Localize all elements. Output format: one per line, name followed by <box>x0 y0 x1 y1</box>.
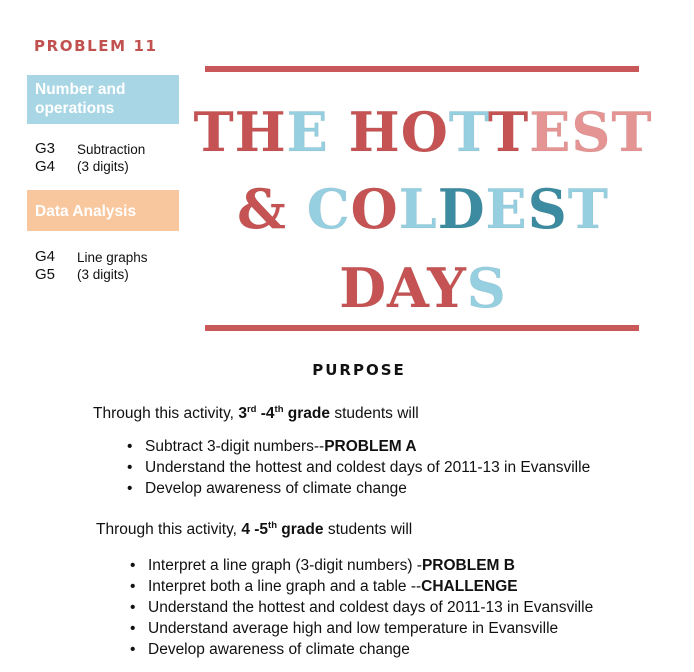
topic-line: (3 digits) <box>77 159 129 174</box>
title-rule-bottom <box>205 325 639 331</box>
problem-label: PROBLEM 11 <box>34 37 158 55</box>
purpose-list-item <box>130 555 593 576</box>
intro-ordinal: rd <box>246 404 257 415</box>
grade-label: G4 <box>35 158 56 175</box>
title-letter: S <box>466 256 507 320</box>
purpose-list-b <box>130 555 593 660</box>
title-letter: O <box>350 177 399 241</box>
list-item-text: Develop awareness of climate change <box>145 480 407 497</box>
title-letter: H <box>348 100 401 164</box>
title-letter: A <box>387 256 428 320</box>
title-letter <box>287 177 307 241</box>
intro-prefix: Through this activity, <box>93 405 239 423</box>
list-item-text: Interpret both a line graph and a table -- <box>148 578 422 595</box>
title-line-2 <box>190 179 656 239</box>
title-letter: S <box>571 100 612 164</box>
list-item-text: Understand the hottest and coldest days of 2011-13 in Evansville <box>148 599 594 616</box>
title-letter: E <box>529 100 572 164</box>
data-analysis-box: Data Analysis <box>27 190 179 231</box>
purpose-list-item <box>130 618 593 639</box>
title-letter <box>329 100 349 164</box>
list-item-text: Understand the hottest and coldest days of 2011-13 in Evansville <box>145 459 591 476</box>
intro-grade-number: 4 <box>241 521 250 539</box>
intro-ordinal: th <box>274 404 284 415</box>
list-item-text: Develop awareness of climate change <box>148 641 410 658</box>
purpose-list-item <box>127 436 590 457</box>
bullet-icon: • <box>127 459 133 476</box>
number-operations-box: Number and operations <box>27 75 179 124</box>
data-grades-row <box>35 248 148 284</box>
intro-grade-word: grade <box>283 405 331 423</box>
title-letter: O <box>400 100 449 164</box>
intro-prefix: Through this activity, <box>96 521 242 539</box>
grade-list <box>35 248 77 284</box>
intro-suffix: students will <box>330 405 419 423</box>
topic-line: Line graphs <box>77 250 148 265</box>
list-item-text: Subtract 3-digit numbers-- <box>145 438 325 455</box>
intro-suffix: students will <box>323 521 413 539</box>
title-letter: E <box>485 177 528 241</box>
title-letter: S <box>527 177 568 241</box>
title-letter: T <box>448 100 488 164</box>
topic-line: Subtraction <box>77 142 146 157</box>
grade-list <box>35 140 77 176</box>
intro-grade-3-4 <box>93 404 419 423</box>
intro-ordinal: th <box>268 520 277 531</box>
grade-label: G3 <box>35 140 56 157</box>
title-letter: L <box>398 177 438 241</box>
bullet-icon: • <box>130 578 136 595</box>
purpose-list-item <box>130 597 593 618</box>
title-line-3 <box>190 258 656 318</box>
title-letter: T <box>193 100 235 164</box>
list-item-text: Understand average high and low temperature in Evansville <box>148 620 559 637</box>
title-letter: Y <box>427 256 467 320</box>
topic-label <box>77 140 145 176</box>
title-rule-top <box>205 66 639 72</box>
purpose-list-item <box>127 478 590 499</box>
purpose-list-item <box>130 639 593 660</box>
title-letter: D <box>437 177 486 241</box>
bullet-icon: • <box>130 641 136 658</box>
bullet-icon: • <box>130 557 136 574</box>
topic-label <box>77 248 148 284</box>
purpose-list-a <box>127 436 590 499</box>
title-letter: H <box>234 100 287 164</box>
topic-line: (3 digits) <box>77 267 129 282</box>
purpose-list-item <box>130 576 593 597</box>
title-letter: C <box>306 177 351 241</box>
title-letter: T <box>488 100 530 164</box>
title-letter: & <box>237 177 287 241</box>
number-grades-row <box>35 140 145 176</box>
title-letter: D <box>339 256 388 320</box>
bullet-icon: • <box>127 438 133 455</box>
purpose-heading: PURPOSE <box>312 361 406 379</box>
grade-label: G5 <box>35 266 56 283</box>
list-item-text: Interpret a line graph (3-digit numbers) - <box>148 557 422 574</box>
title-line-1 <box>190 102 656 162</box>
bullet-icon: • <box>130 620 136 637</box>
intro-grade-4-5 <box>96 520 412 539</box>
intro-grade-word: grade <box>277 521 324 539</box>
bullet-icon: • <box>127 480 133 497</box>
bullet-icon: • <box>130 599 136 616</box>
intro-grade-dash: -5 <box>249 521 269 539</box>
title-letter: T <box>611 100 653 164</box>
list-item-emphasis: CHALLENGE <box>421 578 518 595</box>
title-letter: T <box>567 177 609 241</box>
grade-label: G4 <box>35 248 56 265</box>
intro-grade-dash: -4 <box>256 405 275 423</box>
purpose-list-item <box>127 457 590 478</box>
title-letter: E <box>286 100 329 164</box>
list-item-emphasis: PROBLEM B <box>421 557 515 574</box>
list-item-emphasis: PROBLEM A <box>324 438 417 455</box>
intro-grade-number: 3 <box>238 405 247 423</box>
